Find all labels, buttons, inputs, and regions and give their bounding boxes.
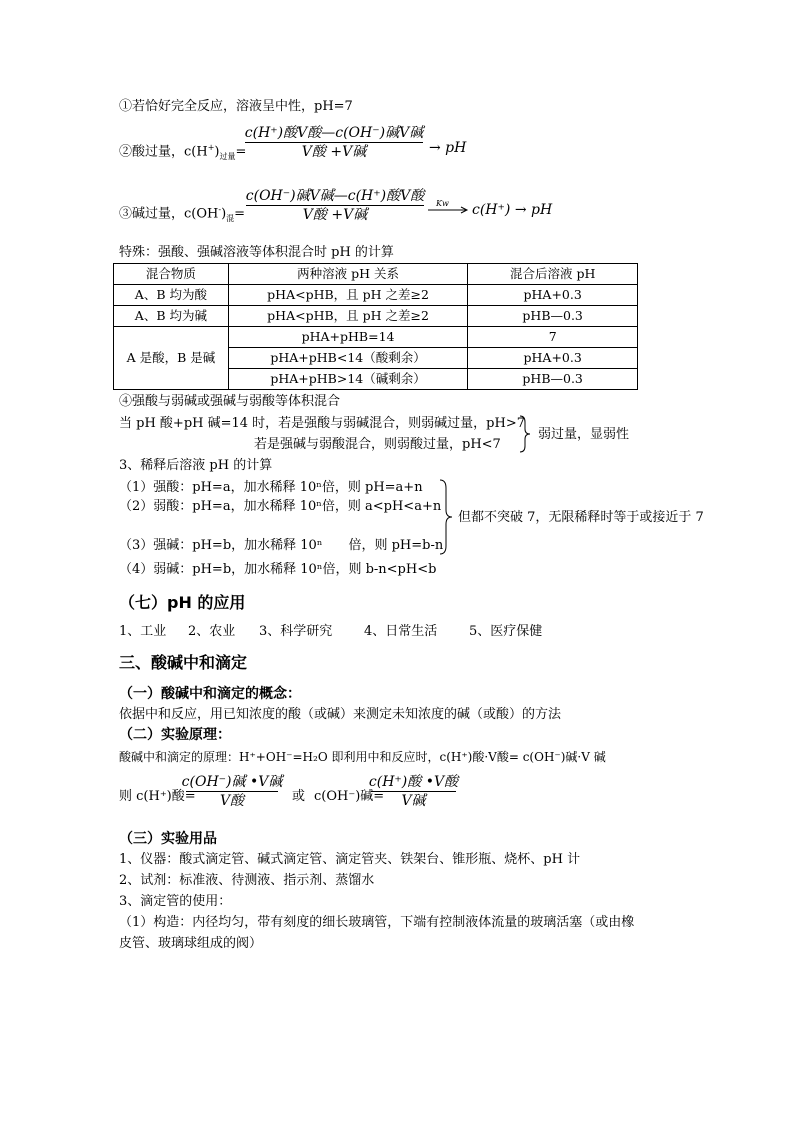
base-result: c(H⁺) → pH	[472, 202, 553, 218]
ph-app-item: 5、医疗保健	[469, 624, 543, 639]
section4-note: 弱过量，显弱性	[538, 427, 630, 442]
tools-item: 1、仪器：酸式滴定管、碱式滴定管、滴定管夹、铁架台、锥形瓶、烧杯、pH 计	[119, 852, 581, 867]
formula-base-excess-label: ③碱过量，$c(OH^-)_混=$	[119, 205, 246, 223]
principle-or: 或	[292, 789, 306, 804]
table-header: 两种溶液 pH 关系	[228, 264, 468, 285]
formula-base-excess-fraction: c(OH⁻)碱V碱—c(H⁺)酸V酸 V酸 +V碱	[245, 188, 425, 223]
ph-application-title: （七）pH 的应用	[119, 593, 246, 612]
table-cell: pHA+0.3	[468, 348, 638, 369]
ph-app-item: 2、农业	[188, 624, 236, 639]
table-cell: pHA+pHB>14（碱剩余）	[228, 369, 468, 390]
formula-neutral: ①若恰好完全反应，溶液呈中性，pH=7	[119, 99, 353, 114]
dilution-item: （1）强酸：pH=a，加水稀释 10ⁿ倍，则 pH=a+n	[119, 480, 423, 495]
table-cell: pHA<pHB，且 pH 之差≥2	[228, 285, 468, 306]
arrow-to-ph: → pH	[429, 140, 467, 156]
section4-line2: 若是强碱与弱酸混合，则弱酸过量，pH<7	[254, 437, 501, 452]
principle-right-label: c(OH⁻)碱=	[314, 789, 385, 804]
ph-app-item: 3、科学研究	[259, 624, 333, 639]
tools-item: 皮管、玻璃球组成的阀）	[119, 936, 263, 951]
dilution-item: （4）弱碱：pH=b，加水稀释 10ⁿ倍，则 b-n<pH<b	[119, 562, 437, 577]
section4-title: ④强酸与弱碱或强碱与弱酸等体积混合	[119, 394, 341, 409]
table-header-row	[114, 264, 638, 285]
dilution-note: 但都不突破 7，无限稀释时等于或接近于 7	[458, 510, 704, 525]
principle-text: 酸碱中和滴定的原理：H⁺+OH⁻=H₂O 即利用中和反应时，c(H⁺)酸·V酸= c(OH⁻)碱·V 碱	[119, 750, 606, 764]
table-cell: pHB—0.3	[468, 369, 638, 390]
table-cell: pHA+pHB=14	[228, 327, 468, 348]
principle-right-fraction: c(H⁺)酸 •V酸 V碱	[368, 774, 459, 809]
tools-item: （1）构造：内径均匀，带有刻度的细长玻璃管，下端有控制液体流量的玻璃活塞（或由橡	[119, 915, 635, 930]
brace-icon	[438, 478, 454, 556]
table-cell: pHB—0.3	[468, 306, 638, 327]
table-cell: A、B 均为酸	[114, 285, 229, 306]
concept-title: （一）酸碱中和滴定的概念：	[119, 686, 301, 702]
table-cell: pHA+0.3	[468, 285, 638, 306]
table-cell: pHA<pHB，且 pH 之差≥2	[228, 306, 468, 327]
titration-title: 三、酸碱中和滴定	[119, 653, 248, 672]
principle-title: （二）实验原理：	[119, 727, 231, 743]
ph-app-item: 4、日常生活	[364, 624, 438, 639]
concept-text: 依据中和反应，用已知浓度的酸（或碱）来测定未知浓度的碱（或酸）的方法	[119, 707, 562, 722]
table-cell: A、B 均为碱	[114, 306, 229, 327]
section4-line1: 当 pH 酸+pH 碱=14 时，若是强酸与弱碱混合，则弱碱过量，pH>7	[119, 416, 525, 431]
formula-acid-excess-fraction: c(H⁺)酸V酸—c(OH⁻)碱V碱 V酸 +V碱	[244, 125, 424, 160]
kw-label: Kw	[436, 199, 449, 208]
principle-left-fraction: c(OH⁻)碱 •V碱 V酸	[181, 774, 283, 809]
table-header: 混合物质	[114, 264, 229, 285]
table-row	[114, 285, 638, 306]
principle-left-label: 则 c(H⁺)酸=	[119, 789, 196, 804]
dilution-item: （3）强碱：pH=b，加水稀释 10ⁿ 倍，则 pH=b-n	[119, 538, 444, 553]
table-cell: pHA+pHB<14（酸剩余）	[228, 348, 468, 369]
tools-title: （三）实验用品	[119, 831, 217, 847]
dilution-title: 3、稀释后溶液 pH 的计算	[119, 458, 273, 473]
dilution-item: （2）弱酸：pH=a，加水稀释 10ⁿ倍，则 a<pH<a+n	[119, 499, 442, 514]
table-cell: A 是酸，B 是碱	[114, 327, 229, 390]
mixing-table	[113, 263, 638, 390]
tools-item: 3、滴定管的使用：	[119, 894, 232, 909]
table-cell: 7	[468, 327, 638, 348]
ph-app-item: 1、工业	[119, 624, 167, 639]
table-header: 混合后溶液 pH	[468, 264, 638, 285]
formula-acid-excess-label: ②酸过量，$c(H^+)_{过量}=$	[119, 143, 247, 161]
special-title: 特殊：强酸、强碱溶液等体积混合时 pH 的计算	[119, 245, 394, 260]
table-row	[114, 327, 638, 348]
brace-icon	[518, 414, 532, 454]
kw-arrow-icon	[428, 205, 470, 215]
table-row	[114, 306, 638, 327]
tools-item: 2、试剂：标准液、待测液、指示剂、蒸馏水	[119, 873, 375, 888]
